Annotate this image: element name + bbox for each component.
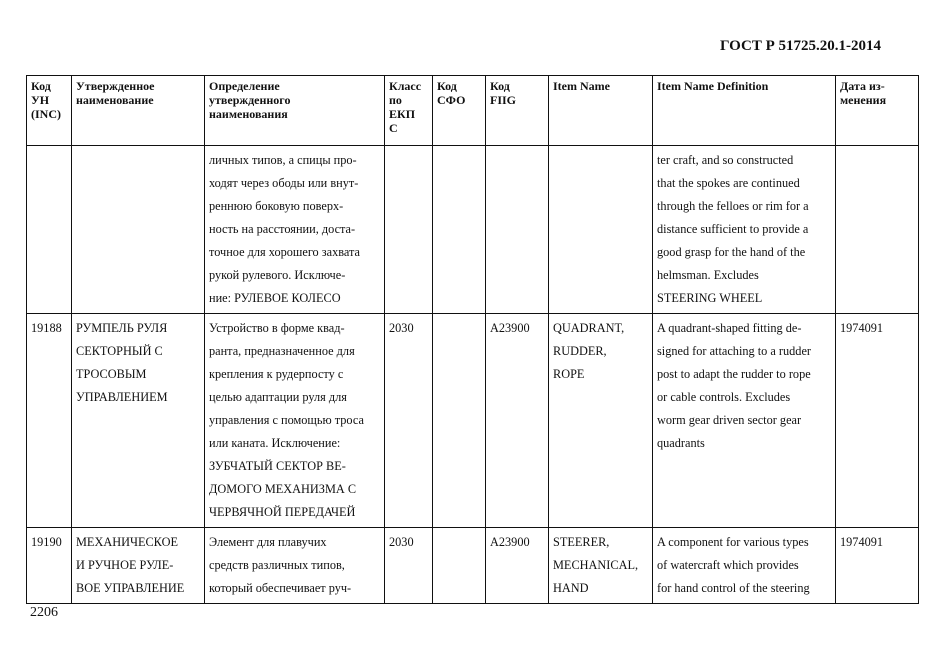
cell-text-line: 2030 — [389, 535, 414, 549]
header-line: Код — [437, 79, 457, 93]
cell-text-line: A component for various types — [657, 535, 809, 549]
cell-text-line: ходят через ободы или внут- — [209, 176, 359, 190]
table-row — [27, 146, 919, 314]
cell-text-line: STEERER, — [553, 535, 610, 549]
header-line: утвержденного — [209, 93, 291, 107]
name-definition-cell — [205, 528, 385, 604]
change-date-cell — [836, 528, 919, 604]
header-lines — [437, 79, 481, 107]
header-lines — [553, 79, 648, 93]
header-ekps-class — [385, 76, 433, 146]
fiig-code-cell — [486, 528, 549, 604]
cell-text-line: helmsman. Excludes — [657, 268, 759, 282]
header-item-name-definition — [653, 76, 836, 146]
cell-text-line: signed for attaching to a rudder — [657, 344, 811, 358]
header-fiig-code — [486, 76, 549, 146]
header-lines — [389, 79, 428, 135]
header-line: (INC) — [31, 107, 61, 121]
header-item-name — [549, 76, 653, 146]
approved-name-cell — [72, 528, 205, 604]
header-line: FIIG — [490, 93, 517, 107]
name-definition-cell — [205, 146, 385, 314]
header-lines — [840, 79, 914, 107]
table-row — [27, 314, 919, 528]
cell-text-line: STEERING WHEEL — [657, 291, 763, 305]
cell-text-line: ВОЕ УПРАВЛЕНИЕ — [76, 581, 185, 595]
cell-text-line: of watercraft which provides — [657, 558, 799, 572]
cell-text-line: quadrants — [657, 436, 705, 450]
header-lines — [209, 79, 380, 121]
inc-code-cell — [27, 314, 72, 528]
inc-code-cell — [27, 146, 72, 314]
header-lines — [490, 79, 544, 107]
header-line: Код — [31, 79, 51, 93]
item-name-cell — [549, 314, 653, 528]
cell-text-line: который обеспечивает руч- — [209, 581, 352, 595]
document-number: ГОСТ Р 51725.20.1-2014 — [720, 38, 882, 54]
cell-text-line: 19190 — [31, 535, 62, 549]
header-lines — [657, 79, 831, 93]
cell-text-line: 1974091 — [840, 321, 884, 335]
cell-text-line: 1974091 — [840, 535, 884, 549]
cell-text-line: that the spokes are continued — [657, 176, 800, 190]
header-sfo-code — [433, 76, 486, 146]
item-name-definition-cell — [653, 314, 836, 528]
sfo-code-cell — [433, 314, 486, 528]
item-name-definition-cell — [653, 528, 836, 604]
cell-text-line: целью адаптации руля для — [209, 390, 347, 404]
table-row — [27, 528, 919, 604]
cell-text-line: 19188 — [31, 321, 62, 335]
item-name-cell — [549, 528, 653, 604]
cell-text-line: ТРОСОВЫМ — [76, 367, 147, 381]
header-line: Утвержденное — [76, 79, 155, 93]
cell-text-line: for hand control of the steering — [657, 581, 810, 595]
cell-text-line: И РУЧНОЕ РУЛЕ- — [76, 558, 174, 572]
header-line: Item Name — [553, 79, 610, 93]
cell-text-line: ЧЕРВЯЧНОЙ ПЕРЕДАЧЕЙ — [209, 505, 356, 519]
cell-text-line: личных типов, а спицы про- — [209, 153, 357, 167]
header-line: СФО — [437, 93, 466, 107]
header-line: Определение — [209, 79, 280, 93]
approved-name-cell — [72, 314, 205, 528]
cell-text-line: УПРАВЛЕНИЕМ — [76, 390, 168, 404]
name-definition-cell — [205, 314, 385, 528]
table-header-row — [27, 76, 919, 146]
header-line: С — [389, 121, 398, 135]
header-line: наименования — [209, 107, 288, 121]
cell-text-line: ДОМОГО МЕХАНИЗМА С — [209, 482, 357, 496]
cell-text-line: through the felloes or rim for a — [657, 199, 809, 213]
cell-text-line: средств различных типов, — [209, 558, 345, 572]
cell-text-line: 2030 — [389, 321, 414, 335]
item-name-definition-cell — [653, 146, 836, 314]
cell-text-line: рукой рулевого. Исключе- — [209, 268, 346, 282]
header-line: УН — [31, 93, 50, 107]
cell-text-line: управления с помощью троса — [209, 413, 364, 427]
cell-text-line: A23900 — [490, 535, 530, 549]
cell-text-line: Элемент для плавучих — [209, 535, 327, 549]
header-approved-name — [72, 76, 205, 146]
header-line: Класс — [389, 79, 422, 93]
cell-text-line: крепления к рудерпосту с — [209, 367, 344, 381]
table-body — [27, 146, 919, 604]
inc-code-cell — [27, 528, 72, 604]
header-lines — [76, 79, 200, 107]
cell-text-line: Устройство в форме квад- — [209, 321, 345, 335]
cell-text-line: ность на расстоянии, доста- — [209, 222, 356, 236]
cell-text-line: A quadrant-shaped fitting de- — [657, 321, 802, 335]
page-number: 2206 — [30, 605, 58, 620]
sfo-code-cell — [433, 146, 486, 314]
header-line: по — [389, 93, 402, 107]
change-date-cell — [836, 314, 919, 528]
header-line: менения — [840, 93, 887, 107]
item-name-cell — [549, 146, 653, 314]
header-change-date — [836, 76, 919, 146]
cell-text-line: ранта, предназначенное для — [209, 344, 355, 358]
change-date-cell — [836, 146, 919, 314]
cell-text-line: точное для хорошего захвата — [209, 245, 361, 259]
header-name-definition — [205, 76, 385, 146]
header-line: Дата из- — [840, 79, 885, 93]
cell-text-line: РУМПЕЛЬ РУЛЯ — [76, 321, 168, 335]
ekps-class-cell — [385, 146, 433, 314]
cell-text-line: or cable controls. Excludes — [657, 390, 791, 404]
header-line: Код — [490, 79, 510, 93]
header-lines — [31, 79, 67, 121]
header-inc-code — [27, 76, 72, 146]
cell-text-line: или каната. Исключение: — [209, 436, 341, 450]
cell-text-line: distance sufficient to provide a — [657, 222, 809, 236]
fiig-code-cell — [486, 314, 549, 528]
cell-text-line: реннюю боковую поверх- — [209, 199, 344, 213]
cell-text-line: МЕХАНИЧЕСКОЕ — [76, 535, 178, 549]
cell-text-line: HAND — [553, 581, 589, 595]
header-line: наименование — [76, 93, 154, 107]
fiig-code-cell — [486, 146, 549, 314]
cell-text-line: ROPE — [553, 367, 585, 381]
cell-text-line: post to adapt the rudder to rope — [657, 367, 811, 381]
cell-text-line: A23900 — [490, 321, 530, 335]
ekps-class-cell — [385, 314, 433, 528]
header-line: Item Name Definition — [657, 79, 769, 93]
sfo-code-cell — [433, 528, 486, 604]
cell-text-line: ter craft, and so constructed — [657, 153, 794, 167]
approved-name-cell — [72, 146, 205, 314]
ekps-class-cell — [385, 528, 433, 604]
cell-text-line: СЕКТОРНЫЙ С — [76, 344, 163, 358]
cell-text-line: ние: РУЛЕВОЕ КОЛЕСО — [209, 291, 341, 305]
nomenclature-table — [26, 75, 919, 604]
cell-text-line: ЗУБЧАТЫЙ СЕКТОР ВЕ- — [209, 459, 346, 473]
cell-text-line: worm gear driven sector gear — [657, 413, 802, 427]
header-line: ЕКП — [389, 107, 416, 121]
cell-text-line: QUADRANT, — [553, 321, 625, 335]
cell-text-line: MECHANICAL, — [553, 558, 639, 572]
cell-text-line: good grasp for the hand of the — [657, 245, 806, 259]
cell-text-line: RUDDER, — [553, 344, 607, 358]
